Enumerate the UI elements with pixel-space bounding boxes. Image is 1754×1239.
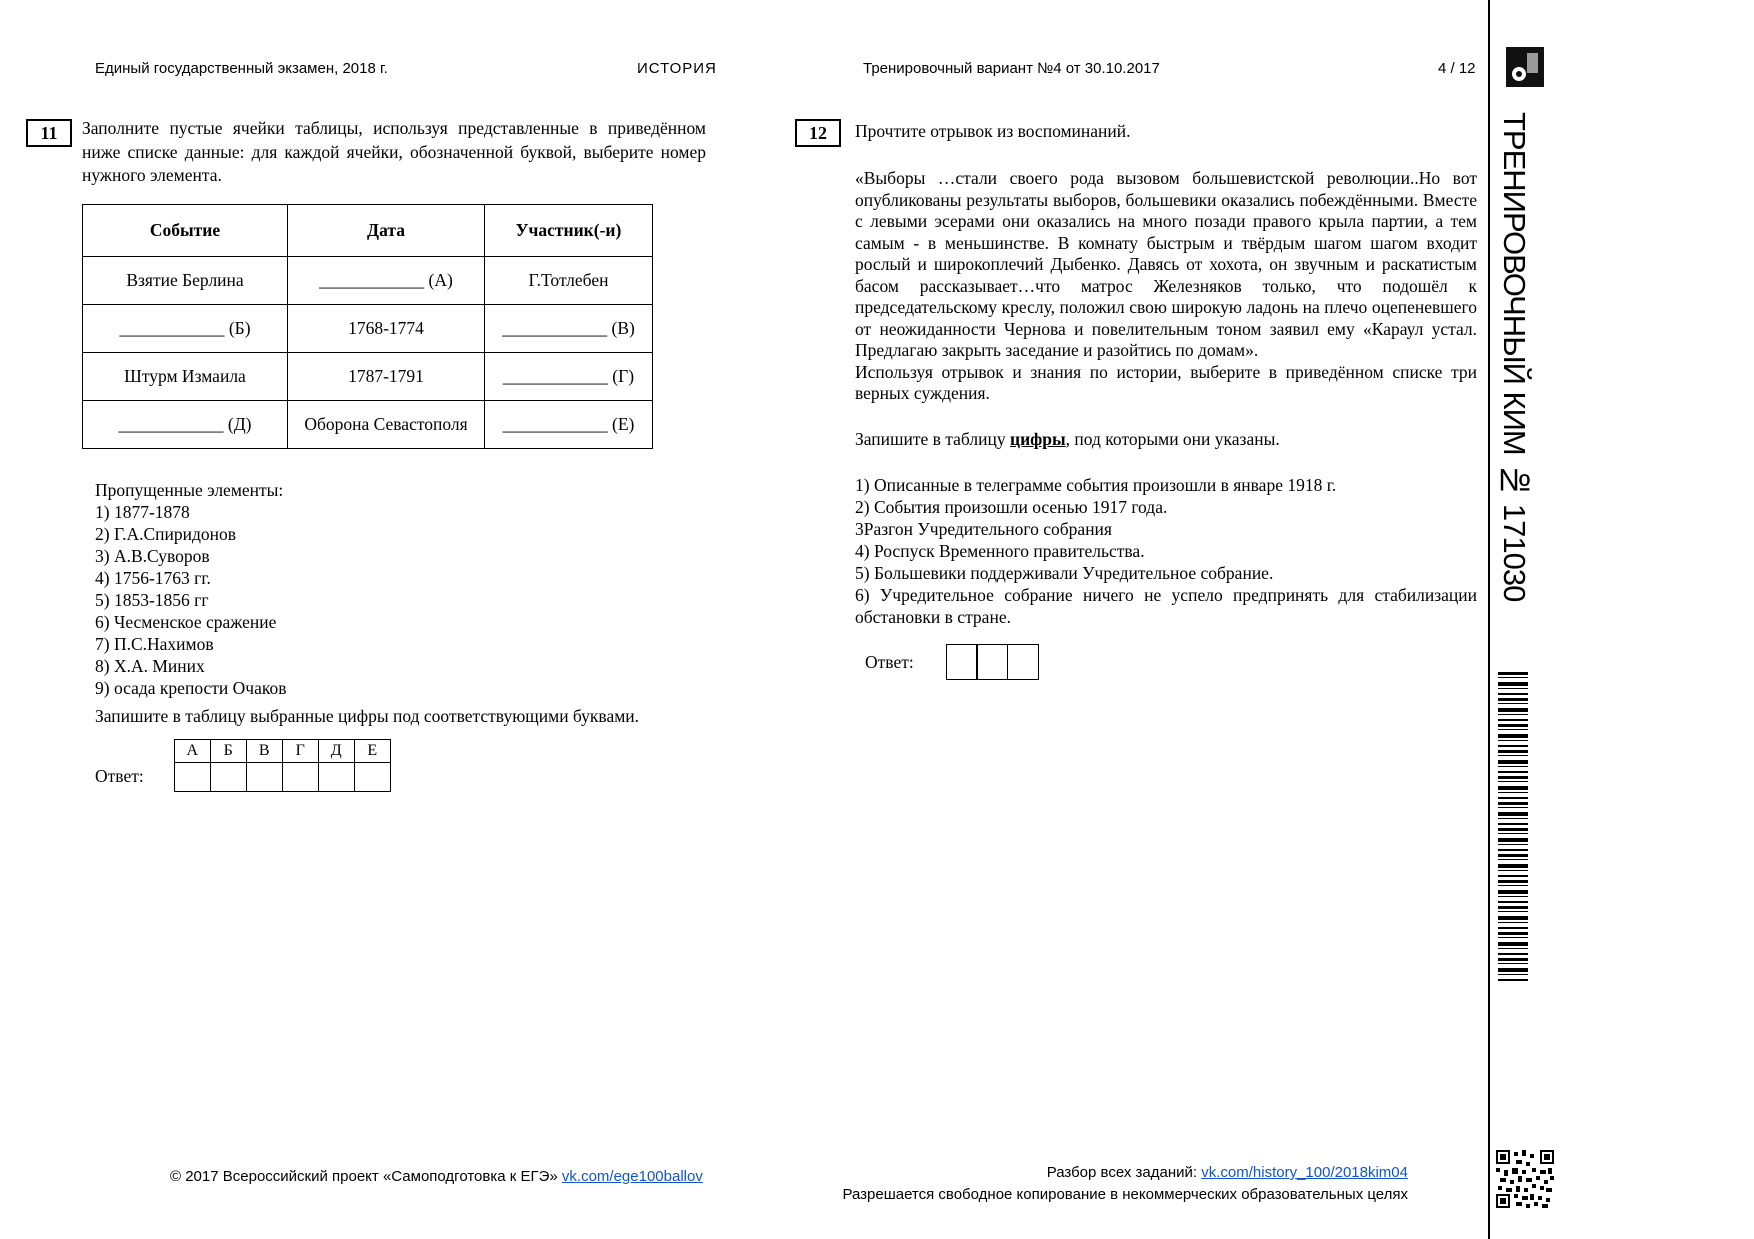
question-11-block <box>82 117 706 792</box>
footer-copyright-text: © 2017 Всероссийский проект «Самоподготовка к ЕГЭ» <box>170 1168 562 1185</box>
header-subject: ИСТОРИЯ <box>637 60 717 77</box>
q12-option-1: 1) Описанные в телеграмме события произошли в январе 1918 г. <box>855 475 1337 495</box>
question-12-answer-boxes <box>946 644 1039 680</box>
q11-option-1: 1) 1877-1878 <box>95 501 190 522</box>
answer-letter: Е <box>354 739 390 762</box>
answer-letter: Б <box>210 739 246 762</box>
table-row <box>83 256 653 304</box>
write-instruction-pre: Запишите в таблицу <box>855 428 1010 449</box>
table-cell: ____________ (Г) <box>485 352 653 400</box>
table-header-participant: Участник(-и) <box>485 204 653 256</box>
table-cell: ____________ (В) <box>485 304 653 352</box>
missing-elements-list <box>95 479 706 699</box>
question-12-passage: «Выборы …стали своего рода вызовом большевистской революции..Но вот опубликованы результаты выборов, большевики оказались побеждёнными. Вместе с левыми эсерами они оказались на много позади правого крыла партии, а тем самым - в меньшинстве. В комнату быстрым и твёрдым шагом шагом входит рослый и широкоплечий Дыбенко. Давясь от хохота, он звучным и раскатистым басом рассказывает…что матрос Железняков только, что подошёл к председательскому креслу, положил свою широкую ладонь на плечо оцепеневшего от неожиданности Чернова и повелительным тоном заявил ему «Караул устал. Предлагаю закрыть заседание и разойтись по домам». <box>855 168 1477 360</box>
q11-option-5: 5) 1853-1856 гг <box>95 589 209 610</box>
q11-option-6: 6) Чесменское сражение <box>95 611 277 632</box>
table-header-event: Событие <box>83 204 288 256</box>
answer-cell <box>354 762 390 791</box>
missing-elements-title: Пропущенные элементы: <box>95 479 284 500</box>
question-12-prompt: Прочтите отрывок из воспоминаний. <box>855 121 1131 141</box>
question-11-prompt: Заполните пустые ячейки таблицы, используя представленные в приведённом ниже списке данные: для каждой ячейки, обозначенной буквой, выберите номер нужного элемента. <box>82 118 706 186</box>
question-11-table <box>82 204 653 449</box>
answer-letter: В <box>246 739 282 762</box>
footer-project-link[interactable]: vk.com/ege100ballov <box>561 1168 703 1185</box>
answer-cell <box>318 762 354 791</box>
answer-letters-row <box>174 739 390 762</box>
table-cell: ____________ (А) <box>288 256 485 304</box>
footer-solutions-link[interactable]: vk.com/history_100/2018kim04 <box>1201 1164 1408 1181</box>
answer-cell <box>1007 644 1039 680</box>
answer-letter: Г <box>282 739 318 762</box>
q11-option-9: 9) осада крепости Очаков <box>95 677 287 698</box>
q12-option-6: 6) Учредительное собрание ничего не успело предпринять для стабилизации обстановки в стране. <box>855 585 1477 627</box>
question-12-number-box <box>795 119 841 147</box>
header-exam-title: Единый государственный экзамен, 2018 г. <box>95 60 388 77</box>
footer-solutions-line <box>842 1162 1408 1184</box>
question-12-task: Используя отрывок и знания по истории, выберите в приведённом списке три верных суждения. <box>855 361 1477 403</box>
footer-solutions-label: Разбор всех заданий: <box>1046 1164 1202 1181</box>
question-12-write-instruction <box>855 429 1477 451</box>
q11-option-3: 3) А.В.Суворов <box>95 545 210 566</box>
question-12-number: 12 <box>809 122 827 143</box>
footer-right <box>842 1162 1408 1206</box>
answer-label: Ответ: <box>95 765 144 786</box>
q11-option-8: 8) Х.А. Миних <box>95 655 205 676</box>
answer-letter: А <box>174 739 210 762</box>
table-cell: Оборона Севастополя <box>288 400 485 448</box>
q12-option-3: 3Разгон Учредительного собрания <box>855 519 1112 539</box>
footer-copyright <box>170 1168 703 1185</box>
header-page-number: 4 / 12 <box>1438 60 1476 77</box>
barcode <box>1498 672 1528 984</box>
table-cell: 1787-1791 <box>288 352 485 400</box>
table-cell: Взятие Берлина <box>83 256 288 304</box>
answer-cell <box>246 762 282 791</box>
table-cell: Штурм Измаила <box>83 352 288 400</box>
q12-option-4: 4) Роспуск Временного правительства. <box>855 541 1145 561</box>
question-12-answer-area <box>865 644 1477 680</box>
project-logo <box>1506 47 1544 87</box>
answer-blanks-row <box>174 762 390 791</box>
answer-cell <box>174 762 210 791</box>
question-11-answer-table <box>174 739 391 792</box>
question-11-instruction: Запишите в таблицу выбранные цифры под соответствующими буквами. <box>95 705 640 726</box>
table-cell: ____________ (Д) <box>83 400 288 448</box>
header-variant: Тренировочный вариант №4 от 30.10.2017 <box>863 60 1160 77</box>
answer-cell <box>210 762 246 791</box>
answer-cell <box>976 644 1008 680</box>
q12-option-5: 5) Большевики поддерживали Учредительное собрание. <box>855 563 1274 583</box>
answer-letter: Д <box>318 739 354 762</box>
question-11-answer-area <box>95 739 706 792</box>
kim-vertical-label: ТРЕНИРОВОЧНЫЙ КИМ № 171030 <box>1497 112 1532 602</box>
table-cell: 1768-1774 <box>288 304 485 352</box>
q11-option-4: 4) 1756-1763 гг. <box>95 567 211 588</box>
q11-option-2: 2) Г.А.Спиридонов <box>95 523 237 544</box>
table-cell: Г.Тотлебен <box>485 256 653 304</box>
qr-code <box>1496 1150 1554 1208</box>
q11-option-7: 7) П.С.Нахимов <box>95 633 214 654</box>
question-12-block <box>855 121 1477 680</box>
answer-cell <box>282 762 318 791</box>
sidebar-divider-line <box>1488 0 1490 1239</box>
table-row <box>83 304 653 352</box>
table-row <box>83 400 653 448</box>
table-header-date: Дата <box>288 204 485 256</box>
table-row <box>83 352 653 400</box>
question-12-options <box>855 474 1477 628</box>
question-11-number-box <box>26 119 72 147</box>
table-cell: ____________ (Е) <box>485 400 653 448</box>
footer-license-note: Разрешается свободное копирование в некоммерческих образовательных целях <box>842 1186 1408 1203</box>
table-header-row <box>83 204 653 256</box>
answer-label: Ответ: <box>865 651 914 672</box>
question-11-number: 11 <box>40 122 58 143</box>
write-instruction-post: , под которыми они указаны. <box>1065 428 1280 449</box>
q12-option-2: 2) События произошли осенью 1917 года. <box>855 497 1168 517</box>
table-cell: ____________ (Б) <box>83 304 288 352</box>
answer-cell <box>946 644 978 680</box>
write-instruction-emphasis: цифры <box>1010 428 1066 449</box>
